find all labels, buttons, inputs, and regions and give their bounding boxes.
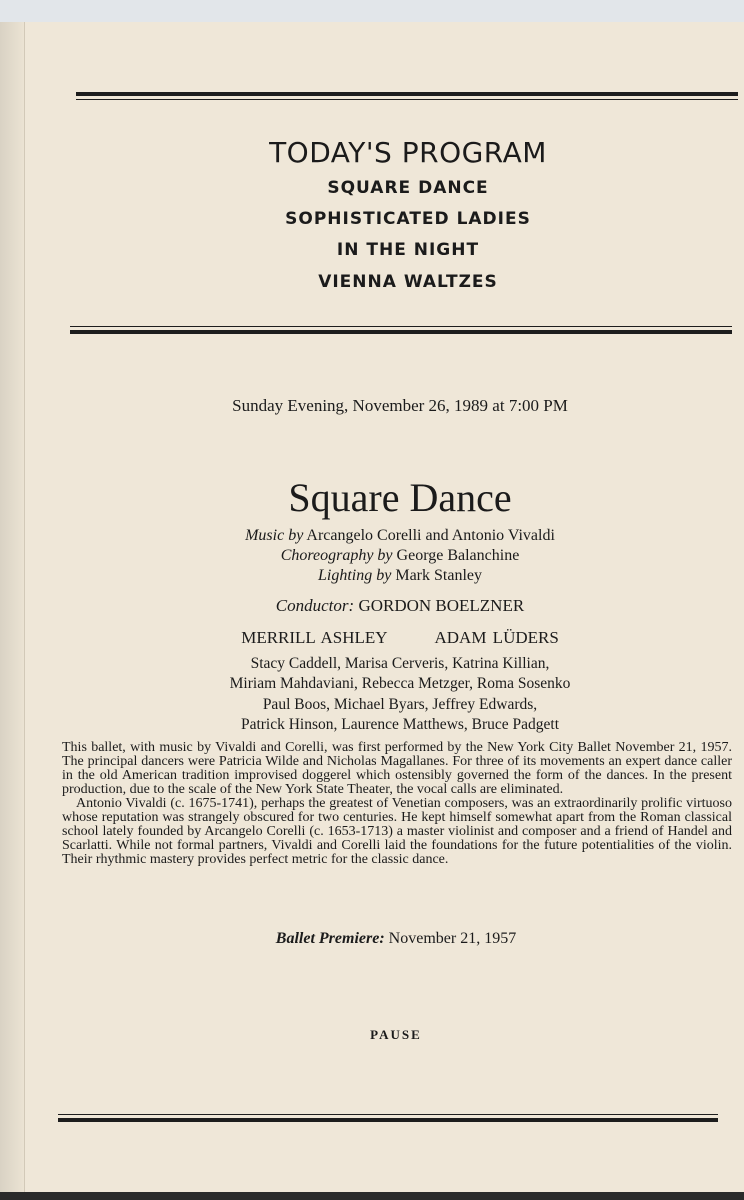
dancers-line: Paul Boos, Michael Byars, Jeffrey Edwards, xyxy=(262,696,538,713)
program-item: IN THE NIGHT xyxy=(336,240,480,260)
dancers-line: Stacy Caddell, Marisa Cerveris, Katrina Killian, xyxy=(250,655,550,672)
choreography-label: Choreography by xyxy=(280,547,393,564)
pause-label: PAUSE xyxy=(370,1027,422,1042)
program-heading: TODAY'S PROGRAM xyxy=(269,136,547,169)
choreography-name: George Balanchine xyxy=(396,547,520,564)
performance-dateline: Sunday Evening, November 26, 1989 at 7:00 PM xyxy=(232,396,568,415)
premiere-label: Ballet Premiere: xyxy=(275,930,385,947)
music-names: Arcangelo Corelli and Antonio Vivaldi xyxy=(306,527,555,544)
conductor-label: Conductor: xyxy=(275,596,355,615)
premiere-date: November 21, 1957 xyxy=(388,930,517,947)
scan-bottom-edge xyxy=(0,1192,744,1200)
principal-dancer: MERRILL ASHLEY xyxy=(241,628,387,647)
premiere-line xyxy=(24,930,744,948)
program-item: SOPHISTICATED LADIES xyxy=(285,209,531,229)
lighting-name: Mark Stanley xyxy=(395,567,482,584)
music-label: Music by xyxy=(245,527,304,544)
ballet-notes xyxy=(62,741,732,867)
composer-paragraph: Antonio Vivaldi (c. 1675-1741), perhaps the greatest of Venetian composers, was an extraordinarily prolific virtuoso whose reputation was strangely obscured for two centuries. He kept himself somewhat apart from the Roman classical school lately founded by Arcangelo Corelli (c. 1653-1713) a master violinist and composer and a friend of Handel and Scarlatti. While not formal partners, Vivaldi and Corelli laid the foundations for the future potentialities of the violin. Their rhythmic mastery provides perfect metric for the classic dance. xyxy=(62,796,732,867)
ballet-title: Square Dance xyxy=(288,475,512,520)
dancers-line: Miriam Mahdaviani, Rebecca Metzger, Roma Sosenko xyxy=(229,675,571,692)
page-binding-edge xyxy=(0,22,25,1200)
principal-dancers xyxy=(28,628,744,648)
dancers-line: Patrick Hinson, Laurence Matthews, Bruce Padgett xyxy=(240,716,560,733)
history-paragraph: This ballet, with music by Vivaldi and Corelli, was first performed by the New York City Ballet November 21, 1957. The principal dancers were Patricia Wilde and Nicholas Magallanes. For three of its movements an expert dance caller in the old American tradition improvised doggerel which ostensibly governed the form of the dances. In the present production, due to the scale of the New York State Theater, the vocal calls are eliminated. xyxy=(62,740,732,797)
program-item: VIENNA WALTZES xyxy=(318,272,498,292)
program-item: SQUARE DANCE xyxy=(327,178,489,198)
choreography-credit xyxy=(28,547,744,565)
conductor-line xyxy=(28,596,744,616)
lighting-credit xyxy=(28,567,744,585)
scan-top-strip xyxy=(0,0,744,22)
lighting-label: Lighting by xyxy=(318,567,392,584)
principal-dancer: ADAM LÜDERS xyxy=(434,628,559,647)
music-credit xyxy=(28,527,744,545)
conductor-name: GORDON BOELZNER xyxy=(358,596,525,615)
